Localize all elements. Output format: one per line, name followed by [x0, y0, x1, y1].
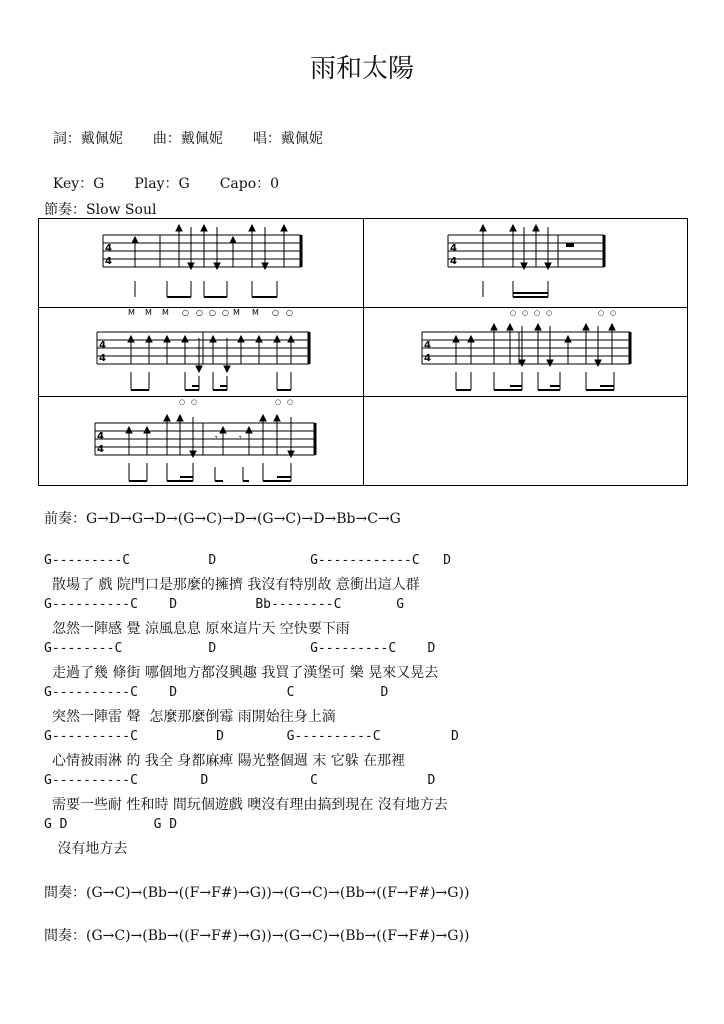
lyric-line-4: 突然一陣雷 聲 怎麼那麼倒霉 雨開始往身上滴	[52, 709, 336, 725]
rhythm-cell-1	[39, 219, 364, 308]
rhythm-mark: M	[233, 308, 240, 317]
chord-line-5: G----------C D G----------C D	[44, 729, 459, 744]
rhythm-staff-1	[39, 219, 363, 307]
chord-line-7: G D G D	[44, 817, 178, 832]
rhythm-staff-4	[364, 308, 688, 396]
rhythm-mark: ○	[272, 308, 279, 317]
svg-text:4: 4	[423, 340, 431, 351]
key-line	[44, 157, 279, 193]
svg-text:4: 4	[105, 256, 112, 267]
svg-text:4: 4	[99, 353, 106, 364]
rhythm-notation-table	[38, 218, 688, 486]
svg-text:○: ○	[179, 398, 186, 406]
lyric-line-5: 心情被雨淋 的 我全 身都麻痺 陽光整個週 末 它躲 在那裡	[52, 753, 406, 769]
rhythm-cell-6-empty	[363, 397, 688, 486]
svg-text:○: ○	[533, 309, 540, 317]
lyric-line-3: 走過了幾 條街 哪個地方都沒興趣 我買了漢堡可 樂 晃來又晃去	[52, 665, 439, 681]
svg-text:4: 4	[97, 444, 104, 455]
lyric-line-1: 散場了 戲 院門口是那麼的擁擠 我沒有特別故 意衝出這人群	[52, 577, 420, 593]
play-value: Play：G	[134, 176, 190, 192]
svg-text:○: ○	[545, 309, 552, 317]
svg-text:○: ○	[191, 398, 198, 406]
rhythm-mark: M	[252, 308, 259, 317]
rhythm-mark: ○	[209, 308, 216, 317]
svg-text:𝄾: 𝄾	[239, 433, 242, 444]
rhythm-cell-4	[363, 308, 688, 397]
svg-text:○: ○	[597, 309, 604, 317]
song-title: 雨和太陽	[309, 54, 414, 84]
chord-line-4: G----------C D C D	[44, 685, 389, 700]
chord-line-6: G----------C D C D	[44, 773, 436, 788]
svg-text:○: ○	[521, 309, 528, 317]
rhythm-mark: ○	[182, 308, 189, 317]
svg-text:○: ○	[609, 309, 616, 317]
rhythm-mark: ○	[286, 308, 293, 317]
rhythm-mark: ○	[222, 308, 229, 317]
rhythm-mark: M	[162, 308, 169, 317]
rhythm-mark: ○	[196, 308, 203, 317]
svg-text:4: 4	[449, 243, 457, 254]
rhythm-mark: M	[145, 308, 152, 317]
credits-line	[44, 112, 323, 148]
key-value: Key：G	[52, 176, 105, 192]
rhythm-cell-2	[363, 219, 688, 308]
svg-text:○: ○	[275, 398, 282, 406]
interlude-line-1: 間奏：(G→C)→(Bb→((F→F#)→G))→(G→C)→(Bb→((F→F#)→G))	[44, 885, 470, 901]
rhythm-cell-3	[39, 308, 364, 397]
lyric-line-7: 沒有地方去	[44, 841, 128, 857]
prelude-line: 前奏：G→D→G→D→(G→C)→D→(G→C)→D→Bb→C→G	[44, 511, 401, 527]
lyric-line-6: 需要一些耐 性和時 間玩個遊戲 噢沒有理由搞到現在 沒有地方去	[52, 797, 448, 813]
svg-text:𝄾: 𝄾	[215, 433, 218, 444]
svg-text:4: 4	[99, 340, 106, 351]
singer: 唱：戴佩妮	[252, 131, 323, 147]
svg-text:4: 4	[97, 431, 104, 442]
rhythm-label: 節奏：Slow Soul	[44, 202, 157, 218]
chord-line-1: G---------C D G------------C D	[44, 553, 451, 568]
lyricist: 詞：戴佩妮	[52, 131, 123, 147]
chord-line-3: G--------C D G---------C D	[44, 641, 436, 656]
svg-text:○: ○	[509, 309, 516, 317]
lyric-line-2: 忽然一陣感 覺 涼風息息 原來這片天 空快要下雨	[52, 621, 350, 637]
rhythm-cell-5	[39, 397, 364, 486]
svg-text:4: 4	[423, 353, 431, 364]
svg-text:4: 4	[105, 243, 112, 254]
svg-text:○: ○	[287, 398, 294, 406]
rhythm-staff-5	[39, 397, 363, 485]
composer: 曲：戴佩妮	[152, 131, 223, 147]
rhythm-staff-2	[364, 219, 688, 307]
capo-value: Capo：0	[219, 176, 280, 192]
interlude-line-2: 間奏：(G→C)→(Bb→((F→F#)→G))→(G→C)→(Bb→((F→F#)→G))	[44, 928, 470, 944]
rhythm-mark: M	[128, 308, 135, 317]
svg-text:4: 4	[449, 256, 457, 267]
chord-line-2: G----------C D Bb--------C G	[44, 597, 405, 612]
rhythm-staff-3	[39, 308, 363, 396]
